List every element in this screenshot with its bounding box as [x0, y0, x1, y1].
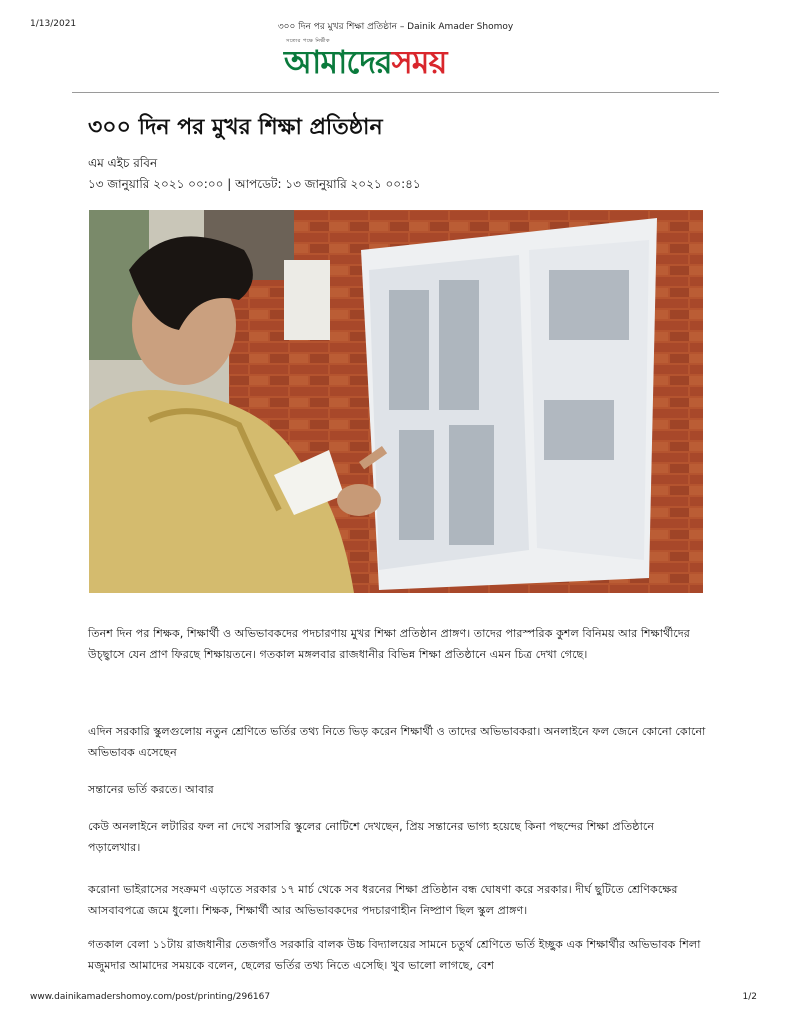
print-date: 1/13/2021	[30, 19, 77, 29]
logo-tagline: সত্যের পক্ষে নির্ভীক	[286, 38, 330, 44]
logo-part-red: সময়	[391, 43, 447, 81]
page-number: 1/2	[742, 992, 757, 1002]
article-author: এম এইচ রবিন	[88, 156, 158, 170]
header-divider	[72, 92, 719, 93]
article-photo	[89, 210, 703, 593]
article-paragraph: করোনা ভাইরাসের সংক্রমণ এড়াতে সরকার ১৭ মার্চ থেকে সব ধরনের শিক্ষা প্রতিষ্ঠান বন্ধ ঘোষণা করে সরকার। দীর্ঘ ছুটিতে শ্রেণিকক্ষের আসবাবপত্রে জমে ধুলো। শিক্ষক, শিক্ষার্থী আর অভিভাবকদের পদচারণাহীন নিষ্প্রাণ ছিল স্কুল প্রাঙ্গণ।	[88, 883, 678, 917]
article-dateline: ১৩ জানুয়ারি ২০২১ ০০:০০ | আপডেট: ১৩ জানুয়ারি ২০২১ ০০:৪১	[88, 177, 421, 191]
logo-wordmark	[284, 44, 446, 80]
article-headline: ৩০০ দিন পর মুখর শিক্ষা প্রতিষ্ঠান	[88, 115, 383, 140]
article-paragraph: এদিন সরকারি স্কুলগুলোয় নতুন শ্রেণিতে ভর্তির তথ্য নিতে ভিড় করেন শিক্ষার্থী ও তাদের অভিভাবকরা। অনলাইনে ফল জেনে কোনো কোনো অভিভাবক এসেছেন	[88, 725, 706, 759]
site-logo[interactable]	[284, 38, 514, 82]
print-page-title: ৩০০ দিন পর মুখর শিক্ষা প্রতিষ্ঠান – Dainik Amader Shomoy	[277, 22, 514, 32]
print-url: www.dainikamadershomoy.com/post/printing/296167	[30, 992, 271, 1002]
article-paragraph: গতকাল বেলা ১১টায় রাজধানীর তেজগাঁও সরকারি বালক উচ্চ বিদ্যালয়ের সামনে চতুর্থ শ্রেণিতে ভর্তি ইচ্ছুক এক শিক্ষার্থীর অভিভাবক শিলা মজুমদার আমাদের সময়কে বলেন, ছেলের ভর্তির তথ্য নিতে এসেছি। খুব ভালো লাগছে, বেশ	[88, 938, 701, 972]
article-paragraph: তিনশ দিন পর শিক্ষক, শিক্ষার্থী ও অভিভাবকদের পদচারণায় মুখর শিক্ষা প্রতিষ্ঠান প্রাঙ্গণ। তাদের পারস্পরিক কুশল বিনিময় আর শিক্ষার্থীদের উচ্ছ্বাসে যেন প্রাণ ফিরছে শিক্ষায়তনে। গতকাল মঙ্গলবার রাজধানীর বিভিন্ন শিক্ষা প্রতিষ্ঠানে এমন চিত্র দেখা গেছে।	[88, 627, 690, 661]
logo-part-green: আমাদের	[284, 43, 392, 81]
article-paragraph: কেউ অনলাইনে লটারির ফল না দেখে সরাসরি স্কুলের নোটিশে দেখছেন, প্রিয় সন্তানের ভাগ্য হয়েছে কিনা পছন্দের শিক্ষা প্রতিষ্ঠানে পড়ালেখার।	[88, 820, 655, 854]
article-paragraph: সন্তানের ভর্তি করতে। আবার	[88, 783, 214, 796]
